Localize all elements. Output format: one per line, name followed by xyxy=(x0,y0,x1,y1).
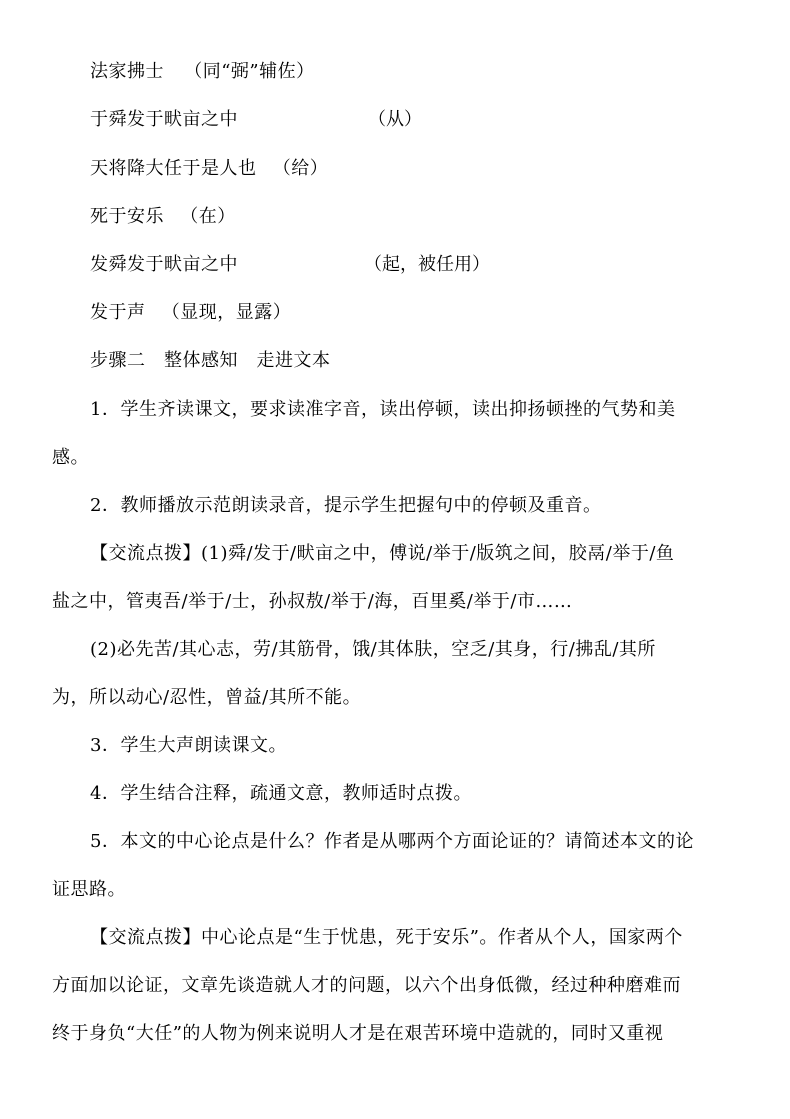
paragraph-line: 4．学生结合注释，疏通文意，教师适时点拨。 xyxy=(90,783,472,804)
vocab-line xyxy=(90,157,328,181)
paragraph-line: 【交流点拨】(1)舜/发于/畎亩之中，傅说/举于/版筑之间，胶鬲/举于/鱼 xyxy=(90,543,675,564)
section-heading: 步骤二 整体感知 走进文本 xyxy=(90,350,331,371)
paragraph-line: 盐之中，管夷吾/举于/士，孙叔敖/举于/海，百里奚/举于/市…… xyxy=(52,591,573,612)
vocab-phrase: 死于安乐 xyxy=(90,206,164,227)
paragraph-line: 1．学生齐读课文，要求读准字音，读出停顿，读出抑扬顿挫的气势和美 xyxy=(90,399,676,420)
vocab-line xyxy=(90,301,291,325)
vocab-gloss: （同“弼”辅佐） xyxy=(184,61,315,82)
paragraph-line: 为，所以动心/忍性，曾益/其所不能。 xyxy=(52,687,362,708)
vocab-gloss: （显现，显露） xyxy=(161,302,292,323)
vocab-line xyxy=(90,60,315,84)
paragraph-line: (2)必先苦/其心志，劳/其筋骨，饿/其体肤，空乏/其身，行/拂乱/其所 xyxy=(90,639,656,660)
paragraph-line: 证思路。 xyxy=(52,879,126,900)
vocab-gloss: （起，被任用） xyxy=(364,254,490,275)
paragraph-line: 感。 xyxy=(52,447,89,468)
vocab-gloss: （从） xyxy=(368,109,422,130)
paragraph-line: 【交流点拨】中心论点是“生于忧患，死于安乐”。作者从个人，国家两个 xyxy=(90,927,683,948)
vocab-phrase: 发舜发于畎亩之中 xyxy=(90,254,238,275)
vocab-line xyxy=(90,205,236,229)
vocab-phrase: 发于声 xyxy=(90,302,146,323)
paragraph-line: 终于身负“大任”的人物为例来说明人才是在艰苦环境中造就的，同时又重视 xyxy=(52,1023,664,1044)
paragraph-line: 2．教师播放示范朗读录音，提示学生把握句中的停顿及重音。 xyxy=(90,495,602,516)
vocab-phrase: 天将降大任于是人也 xyxy=(90,158,257,179)
vocab-phrase: 于舜发于畎亩之中 xyxy=(90,109,238,130)
vocab-line xyxy=(90,253,238,277)
vocab-line xyxy=(90,108,238,132)
paragraph-line: 3．学生大声朗读课文。 xyxy=(90,735,287,756)
paragraph-line: 5．本文的中心论点是什么？作者是从哪两个方面论证的？请简述本文的论 xyxy=(90,831,694,852)
vocab-phrase: 法家拂士 xyxy=(90,61,164,82)
vocab-gloss: （给） xyxy=(272,158,329,179)
paragraph-line: 方面加以论证，文章先谈造就人才的问题，以六个出身低微，经过种种磨难而 xyxy=(52,975,681,996)
vocab-gloss: （在） xyxy=(180,206,236,227)
